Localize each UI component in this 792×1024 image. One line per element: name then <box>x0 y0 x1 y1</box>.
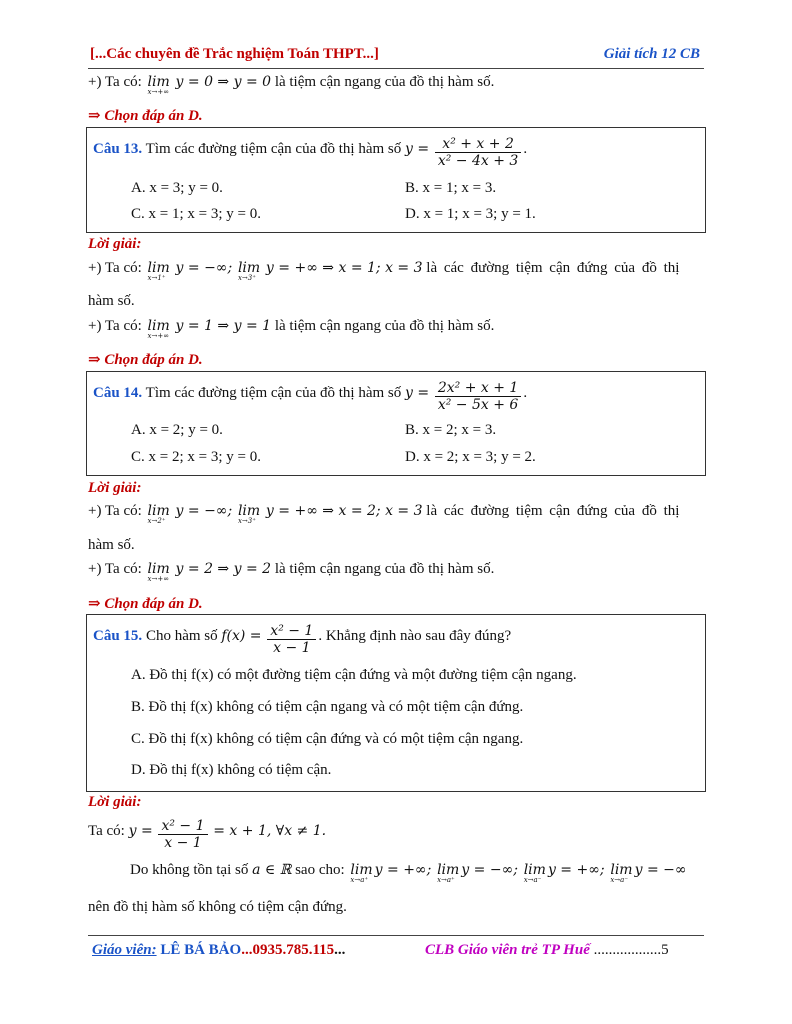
q15-option-c[interactable]: C. Đồ thị f(x) không có tiệm cận đứng và có một tiệm cận ngang. <box>131 731 524 747</box>
q14-option-b[interactable]: B. x = 2; x = 3. <box>405 422 497 438</box>
q13-option-a[interactable]: A. x = 3; y = 0. <box>131 180 223 196</box>
q13-choose-answer: ⇒ Chọn đáp án D. <box>88 352 203 368</box>
page-number: 5 <box>661 942 669 958</box>
header-title: [...Các chuyên đề Trắc nghiệm Toán THPT...] <box>90 46 379 62</box>
footer-teacher: Giáo viên: LÊ BÁ BẢO...0935.785.115... <box>92 942 346 958</box>
q14-option-d[interactable]: D. x = 2; x = 3; y = 2. <box>405 449 536 465</box>
q15-solution-line-3: nên đồ thị hàm số không có tiệm cận đứng. <box>88 899 347 915</box>
q15-solution-line-1: Ta có: y = $\frac{\text{x² − 1}}{x - 1}$ = x + 1, ∀x ≠ 1. <box>88 818 327 851</box>
question-13-box <box>86 127 706 233</box>
question-13-prompt: Câu 13. Tìm các đường tiệm cận của đồ thị hàm số y = $\frac{\text{x² + x + 2}}{\text{x² − 4x + 3}}$ . <box>93 136 528 169</box>
q15-option-a[interactable]: A. Đồ thị f(x) có một đường tiệm cận đứng và một đường tiệm cận ngang. <box>131 667 577 683</box>
limit: lim x→+∞ <box>147 74 170 96</box>
header-divider <box>88 68 704 69</box>
q14-solution-line-1: +) Ta có: lim x→2⁺ y = −∞; lim x→3⁺ y = +∞ ⇒ x = 2; x = 3 là các đường tiệm cận đứng của đồ thị <box>88 503 680 525</box>
q14-solution-line-2: hàm số. <box>88 537 135 553</box>
q15-option-b[interactable]: B. Đồ thị f(x) không có tiệm cận ngang và có một tiệm cận đứng. <box>131 699 524 715</box>
q13-option-b[interactable]: B. x = 1; x = 3. <box>405 180 497 196</box>
q14-choose-answer: ⇒ Chọn đáp án D. <box>88 596 203 612</box>
footer-club: CLB Giáo viên trẻ TP Huế ..................5 <box>425 942 669 958</box>
top-solution-line: +) Ta có: lim x→+∞ y = 0 ⇒ y = 0 là tiệm cận ngang của đồ thị hàm số. <box>88 74 495 96</box>
choose-answer-top: ⇒ Chọn đáp án D. <box>88 108 203 124</box>
question-14-prompt: Câu 14. Tìm các đường tiệm cận của đồ thị hàm số y = $\frac{\text{2x² + x + 1}}{\text{x² − 5x + 6}}$ . <box>93 380 528 413</box>
q14-option-a[interactable]: A. x = 2; y = 0. <box>131 422 223 438</box>
question-15-prompt: Câu 15. Cho hàm số f(x) = $\frac{\text{x² − 1}}{x - 1}$ . Khẳng định nào sau đây đúng? <box>93 623 512 656</box>
q15-solution-label: Lời giải: <box>88 794 142 810</box>
q14-option-c[interactable]: C. x = 2; x = 3; y = 0. <box>131 449 261 465</box>
q14-solution-label: Lời giải: <box>88 480 142 496</box>
q14-solution-line-3: +) Ta có: lim x→+∞ y = 2 ⇒ y = 2 là tiệm cận ngang của đồ thị hàm số. <box>88 561 495 583</box>
q13-solution-label: Lời giải: <box>88 236 142 252</box>
q15-solution-line-2: Do không tồn tại số a ∈ ℝ sao cho: lim x→a⁺ y = +∞; lim x→a⁺ y = −∞; lim x→a⁻ y = +∞; lim x→a⁻ y = −∞ <box>130 862 687 884</box>
question-15-box <box>86 614 706 792</box>
question-14-box <box>86 371 706 476</box>
q13-option-d[interactable]: D. x = 1; x = 3; y = 1. <box>405 206 536 222</box>
q13-solution-line-1: +) Ta có: lim x→1⁺ y = −∞; lim x→3⁺ y = +∞ ⇒ x = 1; x = 3 là các đường tiệm cận đứng của đồ thị <box>88 260 680 282</box>
q13-option-c[interactable]: C. x = 1; x = 3; y = 0. <box>131 206 261 222</box>
header-subject: Giải tích 12 CB <box>603 46 700 62</box>
q13-solution-line-3: +) Ta có: lim x→+∞ y = 1 ⇒ y = 1 là tiệm cận ngang của đồ thị hàm số. <box>88 318 495 340</box>
q15-option-d[interactable]: D. Đồ thị f(x) không có tiệm cận. <box>131 762 332 778</box>
q13-solution-line-2: hàm số. <box>88 293 135 309</box>
footer-divider <box>88 935 704 936</box>
